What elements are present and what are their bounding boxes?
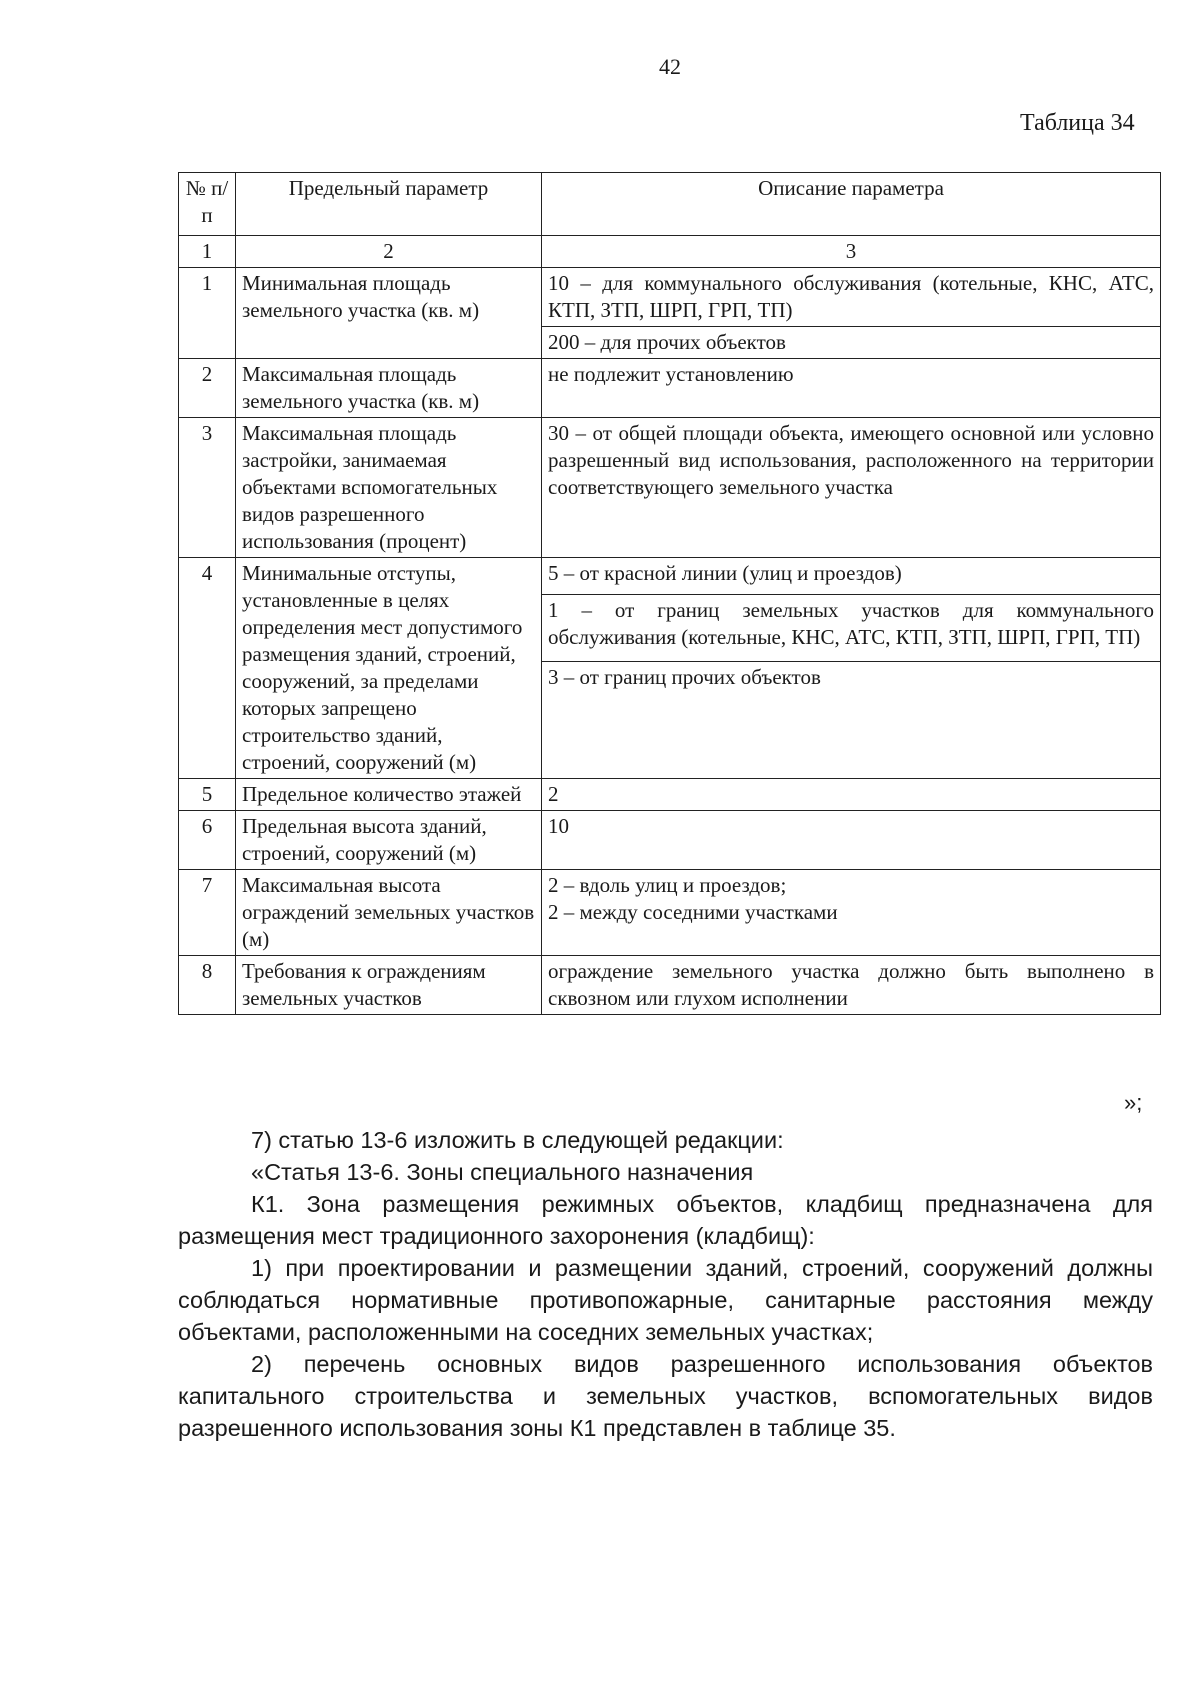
parameters-table <box>178 172 1161 1015</box>
row-description: 10 – для коммунального обслуживания (котельные, КНС, АТС, КТП, ЗТП, ШРП, ГРП, ТП) <box>542 268 1161 327</box>
table-row <box>179 956 1161 1015</box>
table-row <box>179 268 1161 327</box>
index-cell: 3 <box>542 236 1161 268</box>
row-description: 30 – от общей площади объекта, имеющего основной или условно разрешенный вид использования, расположенного на территории соответствующего земельного участка <box>542 418 1161 558</box>
table-row <box>179 811 1161 870</box>
row-parameter: Минимальная площадь земельного участка (кв. м) <box>236 268 542 359</box>
description-line: 2 – вдоль улиц и проездов; <box>548 873 787 897</box>
row-parameter: Предельная высота зданий, строений, сооружений (м) <box>236 811 542 870</box>
row-parameter: Минимальные отступы, установленные в целях определения мест допустимого размещения зданий, строений, сооружений, за пределами которых запрещено строительство зданий, строений, сооружений (м) <box>236 558 542 779</box>
row-number: 1 <box>179 268 236 359</box>
row-parameter: Максимальная площадь земельного участка (кв. м) <box>236 359 542 418</box>
table-header-row <box>179 173 1161 236</box>
row-number: 5 <box>179 779 236 811</box>
page-number: 42 <box>659 54 681 79</box>
row-parameter: Максимальная площадь застройки, занимаемая объектами вспомогательных видов разрешенного использования (процент) <box>236 418 542 558</box>
paragraph-article-title: «Статья 13-6. Зоны специального назначения <box>251 1159 754 1185</box>
row-description: 3 – от границ прочих объектов <box>542 662 1161 779</box>
row-number: 2 <box>179 359 236 418</box>
table-row <box>179 558 1161 595</box>
table-row <box>179 870 1161 956</box>
table-row <box>179 779 1161 811</box>
paragraph-item-1: 1) при проектировании и размещении зданий, строений, сооружений должны соблюдаться нормативные противопожарные, санитарные расстояния между объектами, расположенными на соседних земельных участках; <box>178 1255 1153 1345</box>
row-parameter: Максимальная высота ограждений земельных участков (м) <box>236 870 542 956</box>
row-number: 4 <box>179 558 236 779</box>
row-description: 5 – от красной линии (улиц и проездов) <box>542 558 1161 595</box>
row-description <box>542 870 1161 956</box>
description-line: 2 – между соседними участками <box>548 900 838 924</box>
table-row <box>179 359 1161 418</box>
index-cell: 2 <box>236 236 542 268</box>
row-number: 8 <box>179 956 236 1015</box>
paragraph-amendment: 7) статью 13-6 изложить в следующей редакции: <box>251 1127 784 1153</box>
table-caption: Таблица 34 <box>1020 110 1135 136</box>
row-number: 3 <box>179 418 236 558</box>
row-number: 6 <box>179 811 236 870</box>
index-cell: 1 <box>179 236 236 268</box>
row-description: ограждение земельного участка должно быть выполнено в сквозном или глухом исполнении <box>542 956 1161 1015</box>
body-text <box>178 1124 1153 1444</box>
closing-quote: »; <box>1124 1090 1143 1115</box>
row-description: 1 – от границ земельных участков для коммунального обслуживания (котельные, КНС, АТС, КТП, ЗТП, ШРП, ГРП, ТП) <box>542 594 1161 661</box>
row-number: 7 <box>179 870 236 956</box>
header-description: Описание параметра <box>542 173 1161 236</box>
table-row <box>179 418 1161 558</box>
row-parameter: Предельное количество этажей <box>236 779 542 811</box>
paragraph-zone-k1: К1. Зона размещения режимных объектов, кладбищ предназначена для размещения мест традиционного захоронения (кладбищ): <box>178 1191 1153 1249</box>
paragraph-item-2: 2) перечень основных видов разрешенного использования объектов капитального строительства и земельных участков, вспомогательных видов разрешенного использования зоны К1 представлен в таблице 35. <box>178 1351 1153 1441</box>
row-description: 10 <box>542 811 1161 870</box>
row-parameter: Требования к ограждениям земельных участков <box>236 956 542 1015</box>
table-index-row <box>179 236 1161 268</box>
header-parameter: Предельный параметр <box>236 173 542 236</box>
row-description: 200 – для прочих объектов <box>542 327 1161 359</box>
row-description: 2 <box>542 779 1161 811</box>
header-number: № п/п <box>179 173 236 236</box>
row-description: не подлежит установлению <box>542 359 1161 418</box>
